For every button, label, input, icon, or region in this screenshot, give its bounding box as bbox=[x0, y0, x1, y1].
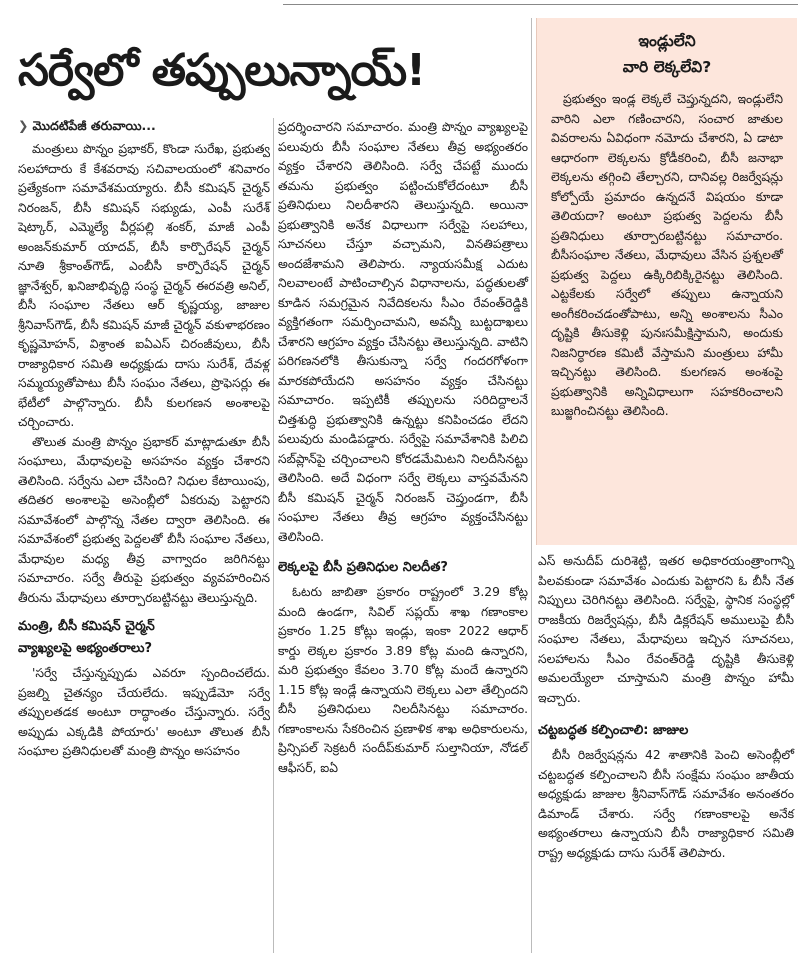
box-paragraph: ప్రభుత్వం ఇండ్ల లెక్కలే చెప్తున్నదని, ఇండ్లులేని వారిని ఎలా గణించారని, సంచార జాతుల వివరాలను ఏవిధంగా నమోదు చేశారని, ఏ డాటా ఆధారంగా లెక్కలను క్రోడీకరించి, బీసీ జనాభా లెక్కలను తగ్గించి తేల్చారని, దానివల్ల రిజర్వేషన్లు కోల్పోయే ప్రమాదం ఉన్నదనే విషయం కూడా తెలియదా? అంటూ ప్రభుత్వ పెద్దలను బీసీ ప్రతినిధులు తూర్పారబట్టినట్టు సమాచారం. బీసీసంఘాల నేతలు, మేధావులు వేసిన ప్రశ్నలతో ప్రభుత్వ పెద్దలు ఉక్కిరిబిక్కిరైనట్టు తెలిసింది. ఎట్టకేలకు సర్వేలో తప్పులు ఉన్నాయని అంగీకరించడంతోపాటు, అన్ని అంశాలను సీఎం దృష్టికి తీసుకెళ్లి పునఃసమీక్షిస్తామని, అందుకు నిజనిర్ధారణ కమిటీ వేస్తామని మంత్రులు హామీ ఇచ్చినట్టు తెలిసింది. కులగణన అంశంపై ప్రభుత్వానికి అన్నివిధాలుగా సహకరించాలని బుజ్జగించినట్టు తెలిసింది. bbox=[551, 92, 783, 418]
col1-paragraph-2: తొలుత మంత్రి పొన్నం ప్రభాకర్ మాట్లాడుతూ బీసీ సంఘాలు, మేధావులపై అసహనం వ్యక్తం చేశారని తెలిసింది. సర్వేను ఎలా చేసింది? నిధుల కేటాయింపు, తదితర అంశాలపై అసెంబ్లీలో ఏకరువు పెట్టారని సమావేశంలో పాల్గొన్న నేతల ద్వారా తెలిసింది. ఈ సమావేశంలో ప్రభుత్వ పెద్దలతో బీసీ సంఘాల నేతలు, మేధావుల మధ్య తీవ్ర వాగ్వాదం జరిగినట్టు సమాచారం. సర్వే తీరుపై ప్రభుత్వం వ్యవహరించిన తీరును మేధావులు తూర్పారబట్టినట్టు తెలుస్తున్నది. bbox=[18, 434, 270, 605]
col3-paragraph-1: ఎస్ అనుదీప్ దురిశెట్టి, ఇతర అధికారయంత్రాంగాన్ని పిలవకుండా సమావేశం ఎందుకు పెట్టారని ఓ బీసీ నేత నిప్పులు చెరిగినట్టు తెలిసింది. సర్వేపై, స్థానిక సంస్థల్లో రాజకీయ రిజర్వేషన్లు, బీసీ డిక్లరేషన్ అములుపై బీసీ సంఘాల నేతలు, మేధావులు ఇచ్చిన సూచనలు, సలహాలను సీఎం రేవంత్‌రెడ్డి దృష్టికి తీసుకెళ్లి అమలయ్యేలా చూస్తామని మంత్రి పొన్నం హామీ ఇచ్చారు. bbox=[538, 554, 794, 705]
column-3 bbox=[538, 552, 794, 863]
col2-paragraph-2: ఓటరు జాబితా ప్రకారం రాష్ట్రంలో 3.29 కోట్ల మంది ఉండగా, సివిల్ సప్లయ్ శాఖ గణాంకాల ప్రకారం 1.25 కోట్లు ఇండ్లు, ఇంకా 2022 ఆధార్ కార్డు లెక్కల ప్రకారం 3.89 కోట్ల మంది ఉన్నారని, మరి ప్రభుత్వం కేవలం 3.70 కోట్ల మందే ఉన్నారని 1.15 కోట్ల ఇండ్లే ఉన్నాయని లెక్కలు ఎలా తేల్చిందని బీసీ ప్రతినిధులు నిలదీసినట్టు సమాచారం. గణాంకాలను సేకరించిన ప్రణాళిక శాఖ అధికారులను, ప్రిన్సిపల్ సెక్రటరీ సందీప్‌కుమార్ సుల్తానియా, నోడల్ ఆఫీసర్, ఐఏ bbox=[278, 585, 528, 775]
box-title-line-2: వారి లెక్కలేవి? bbox=[622, 58, 712, 76]
col1-subheading bbox=[18, 616, 270, 660]
page-headline: సర్వేలో తప్పులున్నాయ్! bbox=[18, 45, 426, 96]
col1-subheading-line-1: మంత్రి, బీసీ కమిషన్ చైర్మన్ bbox=[18, 619, 155, 634]
column-divider-1 bbox=[273, 118, 274, 953]
col1-paragraph-1: మంత్రులు పొన్నం ప్రభాకర్, కొండా సురేఖ, ప్రభుత్వ సలహాదారు కే కేశవరావు సచివాలయంలో శనివారం ప్రత్యేకంగా సమావేశమయ్యారు. బీసీ కమిషన్ చైర్మన్ నిరంజన్, బీసీ కమిషన్ సభ్యుడు, ఎంపీ సురేశ్ షెట్కార్, ఎమ్మెల్యే వీర్లపల్లి శంకర్, మాజీ ఎంపీ అంజన్‌కుమార్ యాదవ్, బీసీ కార్పొరేషన్ చైర్మన్ నూతి శ్రీకాంత్‌గౌడ్, ఎంబీసీ కార్పొరేషన్ చైర్మన్ జ్ఞానేశ్వర్, ఖనిజాభివృద్ధి సంస్థ చైర్మన్ ఈరవత్రి అనిల్, బీసీ సంఘాల నేతలు ఆర్ కృష్ణయ్య, జాజుల శ్రీనివాస్‌గౌడ్, బీసీ కమిషన్ మాజీ చైర్మన్ వకుళాభరణం కృష్ణమోహన్, విశ్రాంత ఐఏఎస్ చిరంజీవులు, బీసీ రాజ్యాధికార సమితి అధ్యక్షుడు దాసు సురేశ్, దేవళ్ల సమ్మయ్యతోపాటు బీసీ సంఘం నేతలు, ప్రొఫెసర్లు ఈ భేటీలో పాల్గొన్నారు. బీసీ కులగణన అంశాలపై చర్చించారు. bbox=[18, 142, 270, 429]
continued-from-label bbox=[18, 118, 268, 137]
top-rule bbox=[283, 0, 798, 5]
box-title bbox=[537, 28, 797, 80]
continued-text: మొదటిపేజీ తరువాయి... bbox=[32, 118, 156, 133]
col3-subheading: చట్టబద్ధత కల్పించాలి: జాజుల bbox=[538, 723, 689, 738]
col1-subheading-line-2: వ్యాఖ్యలపై అభ్యంతరాలు? bbox=[18, 641, 153, 656]
sidebar-box bbox=[536, 18, 797, 545]
col2-paragraph-1: ప్రదర్శించారని సమాచారం. మంత్రి పొన్నం వ్యాఖ్యలపై పలువురు బీసీ సంఘాల నేతలు తీవ్ర అభ్యంతరం వ్యక్తం చేశారని తెలిసింది. సర్వే చేపట్టే ముందు తమను ప్రభుత్వం పట్టించుకోలేదంటూ బీసీ ప్రతినిధులు నిలదీశారని తెలుస్తున్నది. అయినా ప్రభుత్వానికి అనేక విధాలుగా సర్వేపై సలహాలు, సూచనలు చేస్తూ వచ్చామని, వినతిపత్రాలు అందజేశామని తెలిపారు. న్యాయసమీక్ష ఎదుట నిలవాలంటే పాటించాల్సిన విధానాలను, పద్ధతులతో కూడిన సమగ్రమైన నివేదికలను సీఎం రేవంత్‌రెడ్డికి వ్యక్తిగతంగా సమర్పించామని, అవన్నీ బుట్టదాఖలు చేశారని ఆగ్రహం వ్యక్తం చేసినట్టు తెలుస్తున్నది. వాటిని పరిగణనలోకి తీసుకున్నా సర్వే గందరగోళంగా మారకపోయేదని అసహనం వ్యక్తం చేసినట్టు సమాచారం. ఇప్పటికీ తప్పులను సరిదిద్దాలనే చిత్తశుద్ధి ప్రభుత్వానికి ఉన్నట్టు కనిపించడం లేదని పలువురు మండిపడ్డారు. సర్వేపై సమావేశానికి పిలిచి సబ్‌ప్లాన్‌పై చర్చించాలని కోరడమేమిటని నిలదీసినట్టు తెలిసింది. అదే విధంగా సర్వే లెక్కలు వాస్తవమేనని బీసీ కమిషన్ చైర్మన్ నిరంజన్ చెప్తుండగా, బీసీ సంఘాల నేతలు తీవ్ర ఆగ్రహం వ్యక్తంచేసినట్టు తెలిసింది. bbox=[278, 120, 529, 544]
col1-paragraph-3: 'సర్వే చేస్తున్నప్పుడు ఎవరూ స్పందించలేదు. ప్రజల్ని చైతన్యం చేయలేదు. ఇప్పుడేమో సర్వే తప్పులతడక అంటూ రాద్ధాంతం చేస్తున్నారు. సర్వే అప్పుడు ఎక్కడికి పోయారు' అంటూ తొలుత బీసీ సంఘాల ప్రతినిధులతో మంత్రి పొన్నం అసహనం bbox=[18, 666, 270, 758]
box-title-line-1: ఇండ్లులేని bbox=[638, 32, 696, 50]
box-body bbox=[537, 80, 797, 422]
col2-subheading: లెక్కలపై బీసీ ప్రతినిధుల నిలదీత? bbox=[278, 560, 448, 575]
column-2 bbox=[278, 118, 528, 778]
column-1 bbox=[18, 140, 270, 762]
chevron-right-icon: ❯ bbox=[18, 118, 29, 133]
column-divider-2 bbox=[531, 18, 532, 953]
col3-paragraph-2: బీసీ రిజర్వేషన్లను 42 శాతానికి పెంచి అసెంబ్లీలో చట్టబద్ధత కల్పించాలని బీసీ సంక్షేమ సంఘం జాతీయ అధ్యక్షుడు జాజుల శ్రీనివాస్‌గౌడ్ సమావేశం అనంతరం డిమాండ్ చేశారు. సర్వే గణాంకాలపై అనేక అభ్యంతరాలు ఉన్నాయని బీసీ రాజ్యాధికార సమితి రాష్ట్ర అధ్యక్షుడు దాసు సురేశ్ తెలిపారు. bbox=[538, 748, 794, 860]
